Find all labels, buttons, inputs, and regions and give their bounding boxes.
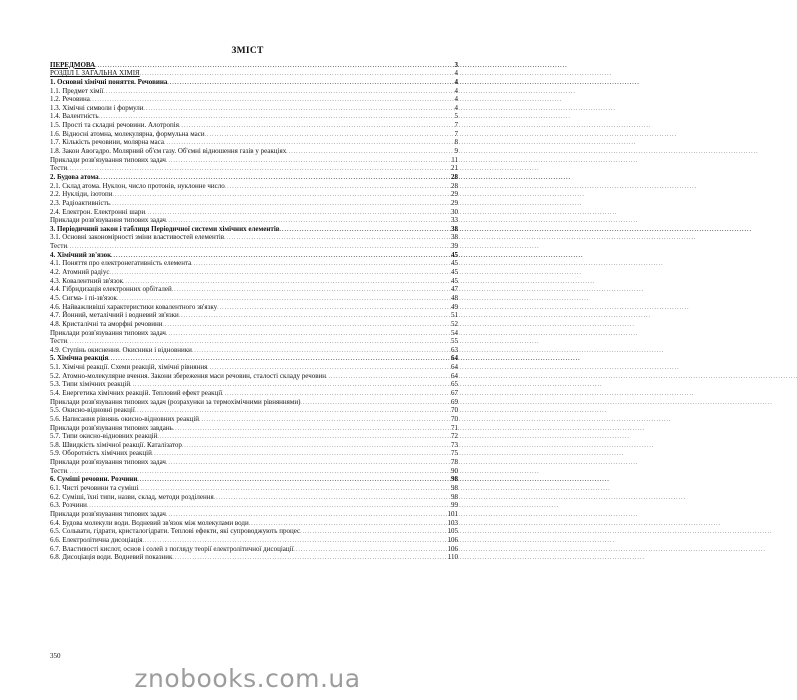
toc-entry-page: 72 bbox=[451, 432, 458, 441]
toc-entry-title: Тести bbox=[50, 466, 68, 475]
table-of-contents bbox=[50, 60, 458, 561]
toc-entry-page: 55 bbox=[451, 337, 458, 346]
toc-entry bbox=[50, 475, 458, 484]
toc-entry-page: 106 bbox=[447, 544, 458, 553]
toc-entry bbox=[50, 181, 458, 190]
toc-dot-leader bbox=[142, 536, 446, 544]
toc-entry-page: 29 bbox=[451, 198, 458, 207]
toc-entry-page: 45 bbox=[451, 276, 458, 285]
toc-entry-title: 1.7. Кількість речовини, молярна маса bbox=[50, 138, 164, 147]
toc-dot-leader bbox=[172, 285, 450, 293]
toc-entry-page: 64 bbox=[451, 354, 458, 363]
toc-dot-leader bbox=[123, 277, 450, 285]
toc-entry-title: 5.1. Хімічні реакції. Схеми реакцій, хімічні рівняння bbox=[50, 363, 208, 372]
toc-entry bbox=[50, 120, 458, 129]
toc-entry bbox=[50, 103, 458, 112]
toc-entry bbox=[50, 60, 458, 69]
toc-entry-title: 6. Суміші речовин. Розчини bbox=[50, 475, 138, 484]
toc-entry bbox=[50, 354, 458, 363]
toc-entry bbox=[50, 138, 458, 147]
toc-entry-title: 4.3. Ковалентний зв'язок bbox=[50, 276, 124, 285]
page-title: ЗМІСТ bbox=[231, 46, 264, 56]
toc-entry-page: 4 bbox=[454, 86, 458, 95]
toc-dot-leader bbox=[173, 424, 450, 432]
toc-dot-leader bbox=[224, 233, 450, 241]
toc-dot-leader bbox=[157, 432, 450, 440]
toc-dot-leader bbox=[205, 130, 454, 138]
toc-entry-page: 90 bbox=[451, 466, 458, 475]
toc-entry bbox=[50, 190, 458, 199]
toc-entry-title: 1.8. Закон Авогадро. Молярний об'єм газу. Об'ємні відношення газів у реакціях bbox=[50, 147, 287, 156]
toc-dot-leader bbox=[300, 527, 446, 535]
toc-entry-title: 6.4. Будова молекули води. Водневий зв'язок між молекулами води bbox=[50, 518, 249, 527]
toc-entry-page: 70 bbox=[451, 414, 458, 423]
toc-entry-title: 2. Будова атома bbox=[50, 172, 99, 181]
toc-entry-page: 64 bbox=[451, 371, 458, 380]
toc-dot-leader bbox=[166, 156, 450, 164]
toc-entry bbox=[50, 224, 458, 233]
toc-dot-leader bbox=[166, 216, 450, 224]
toc-entry bbox=[50, 553, 458, 562]
toc-entry bbox=[50, 276, 458, 285]
toc-entry-page: 71 bbox=[451, 423, 458, 432]
toc-entry-title: 2.3. Радіоактивність bbox=[50, 198, 110, 207]
toc-entry-title: 1.4. Валентність bbox=[50, 112, 99, 121]
toc-entry bbox=[50, 423, 458, 432]
toc-dot-leader bbox=[99, 112, 454, 120]
toc-entry-title: 5.3. Типи хімічних реакцій bbox=[50, 380, 131, 389]
toc-entry-title: Приклади розв'язування типових задач bbox=[50, 328, 166, 337]
watermark-text: znobooks.com.ua bbox=[134, 664, 361, 693]
toc-entry-title: 4.4. Гібридизація електронних орбіталей bbox=[50, 285, 172, 294]
toc-entry bbox=[50, 535, 458, 544]
toc-entry-title: Тести bbox=[50, 164, 68, 173]
toc-entry-title: 3. Періодичний закон і таблиця Періодичної системи хімічних елементів bbox=[50, 224, 280, 233]
toc-entry-page: 38 bbox=[451, 224, 458, 233]
toc-entry-title: Тести bbox=[50, 242, 68, 251]
toc-dot-leader bbox=[95, 61, 453, 69]
toc-entry bbox=[50, 457, 458, 466]
toc-entry-page: 7 bbox=[454, 121, 458, 130]
toc-entry-title: 4.5. Сигма- і пі-зв'язок bbox=[50, 293, 117, 302]
toc-dot-leader bbox=[217, 303, 450, 311]
toc-entry bbox=[50, 483, 458, 492]
toc-entry-title: 4.7. Йонний, металічний і водневий зв'язки bbox=[50, 311, 179, 320]
toc-entry-page: 98 bbox=[451, 475, 458, 484]
toc-entry-page: 4 bbox=[454, 69, 458, 78]
toc-entry-title: 4.2. Атомний радіус bbox=[50, 268, 110, 277]
toc-entry bbox=[50, 380, 458, 389]
toc-entry-page: 98 bbox=[451, 492, 458, 501]
toc-entry bbox=[50, 397, 458, 406]
toc-dot-leader bbox=[280, 225, 450, 233]
toc-entry bbox=[50, 449, 458, 458]
toc-entry-title: Приклади розв'язування типових завдань bbox=[50, 423, 173, 432]
toc-entry bbox=[50, 146, 458, 155]
toc-entry bbox=[50, 77, 458, 86]
toc-entry bbox=[50, 544, 458, 553]
toc-dot-leader bbox=[135, 406, 450, 414]
toc-dot-leader bbox=[67, 164, 450, 172]
toc-entry bbox=[50, 250, 458, 259]
toc-entry-title: 5.9. Оборотність хімічних реакцій bbox=[50, 449, 152, 458]
toc-entry-title: 6.6. Електролітична дисоціація bbox=[50, 535, 143, 544]
toc-entry-page: 4 bbox=[454, 103, 458, 112]
toc-dot-leader bbox=[199, 415, 450, 423]
toc-entry-page: 45 bbox=[451, 259, 458, 268]
toc-entry-page: 49 bbox=[451, 302, 458, 311]
toc-dot-leader bbox=[249, 519, 447, 527]
toc-entry bbox=[50, 155, 458, 164]
toc-dot-leader bbox=[90, 95, 454, 103]
toc-entry bbox=[50, 337, 458, 346]
toc-dot-leader bbox=[99, 173, 450, 181]
toc-entry-page: 4 bbox=[454, 95, 458, 104]
toc-dot-leader bbox=[87, 501, 450, 509]
toc-dot-leader bbox=[294, 545, 447, 553]
toc-entry-page: 8 bbox=[454, 138, 458, 147]
toc-dot-leader bbox=[145, 208, 450, 216]
toc-dot-leader bbox=[225, 182, 450, 190]
toc-entry-title: Приклади розв'язування типових задач (розрахунки за термохімічними рівняннями) bbox=[50, 397, 301, 406]
toc-entry-page: 63 bbox=[451, 345, 458, 354]
toc-entry-page: 28 bbox=[451, 172, 458, 181]
toc-entry-title: 6.7. Властивості кислот, основ і солей з погляду теорії електролітичної дисоціації bbox=[50, 544, 294, 553]
toc-entry-page: 9 bbox=[454, 147, 458, 156]
toc-entry-page: 21 bbox=[451, 164, 458, 173]
toc-entry-page: 64 bbox=[451, 363, 458, 372]
toc-entry-page: 38 bbox=[451, 233, 458, 242]
toc-dot-leader bbox=[167, 78, 453, 86]
toc-entry-title: ПЕРЕДМОВА bbox=[50, 60, 96, 69]
toc-dot-leader bbox=[113, 190, 451, 198]
toc-entry-page: 69 bbox=[451, 397, 458, 406]
toc-entry-page: 65 bbox=[451, 380, 458, 389]
toc-entry-title: 1.1. Предмет хімії bbox=[50, 86, 104, 95]
toc-entry-page: 5 bbox=[454, 112, 458, 121]
toc-dot-leader bbox=[67, 337, 450, 345]
toc-entry-page: 4 bbox=[454, 77, 458, 86]
toc-entry-title: 4.1. Поняття про електронегативність елемента bbox=[50, 259, 192, 268]
toc-entry-title: 1.2. Речовина bbox=[50, 95, 90, 104]
toc-dot-leader bbox=[138, 484, 450, 492]
toc-dot-leader bbox=[117, 294, 450, 302]
toc-entry bbox=[50, 233, 458, 242]
toc-dot-leader bbox=[108, 354, 450, 362]
toc-entry-page: 29 bbox=[451, 190, 458, 199]
toc-entry bbox=[50, 509, 458, 518]
toc-entry-page: 73 bbox=[451, 440, 458, 449]
toc-entry-page: 11 bbox=[451, 155, 458, 164]
toc-dot-leader bbox=[326, 372, 450, 380]
toc-entry bbox=[50, 293, 458, 302]
toc-entry-title: 5.4. Енергетика хімічних реакцій. Тепловий ефект реакції bbox=[50, 388, 223, 397]
toc-dot-leader bbox=[166, 458, 450, 466]
toc-entry bbox=[50, 216, 458, 225]
toc-entry-page: 110 bbox=[447, 553, 458, 562]
toc-entry bbox=[50, 241, 458, 250]
toc-entry-page: 106 bbox=[447, 535, 458, 544]
toc-dot-leader bbox=[104, 87, 454, 95]
toc-entry bbox=[50, 69, 458, 78]
toc-entry bbox=[50, 466, 458, 475]
toc-entry-title: 6.1. Чисті речовини та суміші bbox=[50, 484, 139, 493]
toc-entry-title: 1.3. Хімічні символи і формули bbox=[50, 103, 144, 112]
toc-entry-title: 4.6. Найважливіші характеристики ковалентного зв'язку bbox=[50, 302, 218, 311]
toc-dot-leader bbox=[111, 251, 450, 259]
toc-entry bbox=[50, 388, 458, 397]
toc-entry bbox=[50, 172, 458, 181]
toc-entry-title: 6.2. Суміші, їхні типи, назви, склад, методи розділення bbox=[50, 492, 214, 501]
toc-dot-leader bbox=[191, 259, 450, 267]
toc-entry bbox=[50, 319, 458, 328]
toc-entry bbox=[50, 345, 458, 354]
toc-dot-leader bbox=[130, 380, 450, 388]
toc-entry bbox=[50, 112, 458, 121]
toc-entry bbox=[50, 518, 458, 527]
toc-entry bbox=[50, 267, 458, 276]
toc-entry-page: 47 bbox=[451, 285, 458, 294]
toc-entry bbox=[50, 432, 458, 441]
toc-entry bbox=[50, 302, 458, 311]
toc-entry bbox=[50, 198, 458, 207]
toc-entry-page: 33 bbox=[451, 216, 458, 225]
toc-entry-title: РОЗДІЛ І. ЗАГАЛЬНА ХІМІЯ bbox=[50, 69, 140, 78]
toc-entry bbox=[50, 259, 458, 268]
toc-entry-title: 6.3. Розчини bbox=[50, 501, 87, 510]
toc-entry bbox=[50, 406, 458, 415]
toc-dot-leader bbox=[300, 398, 450, 406]
toc-entry-page: 30 bbox=[451, 207, 458, 216]
toc-entry-title: 6.5. Сольвати, гідрати, кристалогідрати. Теплові ефекти, які супроводжують процес bbox=[50, 527, 301, 536]
toc-entry-page: 48 bbox=[451, 293, 458, 302]
toc-entry bbox=[50, 285, 458, 294]
toc-entry-title: 2.1. Склад атома. Нуклон, число протонів, нуклонне число bbox=[50, 181, 225, 190]
toc-entry-page: 101 bbox=[447, 509, 458, 518]
toc-entry-title: 5.7. Типи окисно-відновних реакцій bbox=[50, 432, 158, 441]
toc-entry-page: 45 bbox=[451, 250, 458, 259]
toc-dot-leader bbox=[286, 147, 453, 155]
toc-entry-page: 75 bbox=[451, 449, 458, 458]
toc-dot-leader bbox=[152, 449, 450, 457]
toc-entry bbox=[50, 440, 458, 449]
toc-entry-title: 1.5. Прості та складні речовини. Алотропія bbox=[50, 121, 179, 130]
toc-dot-leader bbox=[166, 329, 450, 337]
toc-entry-page: 70 bbox=[451, 406, 458, 415]
toc-entry bbox=[50, 362, 458, 371]
toc-entry bbox=[50, 501, 458, 510]
page-number: 350 bbox=[50, 652, 61, 660]
toc-entry bbox=[50, 95, 458, 104]
toc-dot-leader bbox=[182, 441, 450, 449]
toc-entry-page: 52 bbox=[451, 319, 458, 328]
toc-dot-leader bbox=[67, 242, 450, 250]
toc-entry-page: 67 bbox=[451, 388, 458, 397]
toc-dot-leader bbox=[109, 268, 450, 276]
toc-entry-title: 5.2. Атомно-молекулярне вчення. Закони збереження маси речовин, сталості складу речовин bbox=[50, 371, 327, 380]
toc-dot-leader bbox=[163, 320, 451, 328]
toc-entry-title: 3.1. Основні закономірності зміни властивостей елементів bbox=[50, 233, 225, 242]
toc-entry-title: Приклади розв'язування типових задач bbox=[50, 509, 166, 518]
toc-dot-leader bbox=[179, 311, 450, 319]
toc-dot-leader bbox=[222, 389, 450, 397]
toc-entry-title: 2.4. Електрон. Електронні шари bbox=[50, 207, 146, 216]
toc-entry bbox=[50, 328, 458, 337]
toc-dot-leader bbox=[179, 121, 454, 129]
toc-entry-title: Приклади розв'язування типових задач bbox=[50, 458, 166, 467]
toc-dot-leader bbox=[110, 199, 450, 207]
toc-entry bbox=[50, 129, 458, 138]
toc-entry-title: 4.8. Кристалічні та аморфні речовини bbox=[50, 319, 163, 328]
toc-entry-page: 39 bbox=[451, 242, 458, 251]
toc-entry-title: Приклади розв'язування типових задач bbox=[50, 155, 166, 164]
toc-entry-title: 5.6. Написання рівнянь окисно-відновних реакцій bbox=[50, 414, 200, 423]
toc-entry-page: 98 bbox=[451, 484, 458, 493]
toc-entry-title: Приклади розв'язування типових задач bbox=[50, 216, 166, 225]
toc-entry-title: 4.9. Ступінь окиснення. Окисники і відновники bbox=[50, 345, 192, 354]
toc-entry-title: 2.2. Нукліди, ізотопи bbox=[50, 190, 113, 199]
toc-entry bbox=[50, 414, 458, 423]
toc-dot-leader bbox=[144, 104, 454, 112]
toc-dot-leader bbox=[164, 138, 454, 146]
toc-entry-page: 7 bbox=[454, 129, 458, 138]
toc-dot-leader bbox=[67, 467, 450, 475]
toc-entry-page: 51 bbox=[451, 311, 458, 320]
toc-entry bbox=[50, 207, 458, 216]
toc-entry-page: 78 bbox=[451, 458, 458, 467]
toc-entry-title: 6.8. Дисоціація води. Водневий показник bbox=[50, 553, 173, 562]
toc-entry-title: 5. Хімічна реакція bbox=[50, 354, 109, 363]
toc-entry-page: 99 bbox=[451, 501, 458, 510]
toc-entry-page: 103 bbox=[447, 518, 458, 527]
toc-dot-leader bbox=[140, 69, 454, 77]
toc-entry bbox=[50, 492, 458, 501]
toc-entry-title: 5.5. Окисно-відновні реакції bbox=[50, 406, 135, 415]
toc-entry-page: 45 bbox=[451, 268, 458, 277]
toc-dot-leader bbox=[192, 346, 450, 354]
toc-entry-title: 1. Основні хімічні поняття. Речовина bbox=[50, 77, 168, 86]
toc-entry bbox=[50, 164, 458, 173]
toc-dot-leader bbox=[137, 475, 450, 483]
toc-entry bbox=[50, 86, 458, 95]
toc-dot-leader bbox=[207, 363, 450, 371]
toc-entry-title: 4. Хімічний зв'язок bbox=[50, 250, 112, 259]
toc-entry bbox=[50, 371, 458, 380]
toc-entry-title: 1.6. Відносні атомна, молекулярна, формульна маси bbox=[50, 129, 205, 138]
toc-dot-leader bbox=[214, 493, 450, 501]
toc-dot-leader bbox=[172, 553, 446, 561]
toc-entry-page: 105 bbox=[447, 527, 458, 536]
toc-dot-leader bbox=[166, 510, 447, 518]
toc-entry-page: 54 bbox=[451, 328, 458, 337]
toc-entry-title: 5.8. Швидкість хімічної реакції. Каталізатор bbox=[50, 440, 182, 449]
toc-entry bbox=[50, 527, 458, 536]
toc-entry-page: 28 bbox=[451, 181, 458, 190]
toc-entry bbox=[50, 311, 458, 320]
toc-entry-page: 3 bbox=[454, 60, 458, 69]
toc-entry-title: Тести bbox=[50, 337, 68, 346]
